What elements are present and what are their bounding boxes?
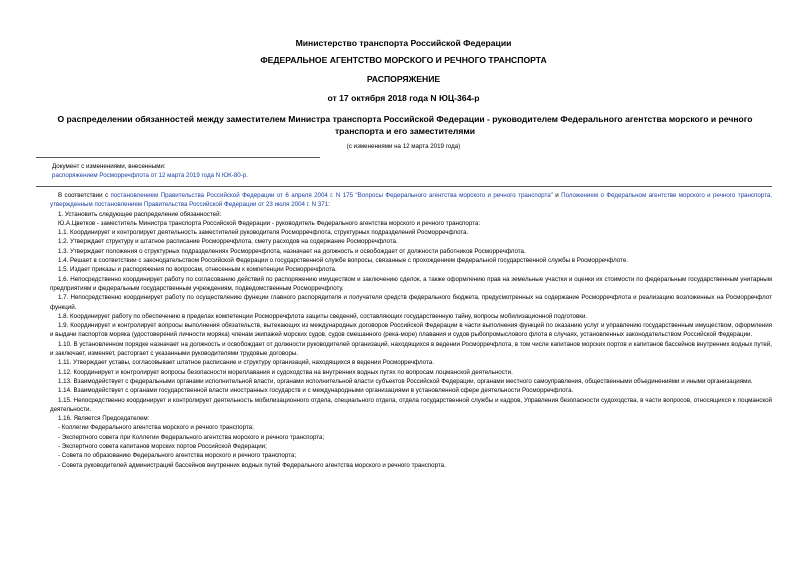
list-item: - Совета по образованию Федерального агентства морского и речного транспорта; — [58, 452, 297, 460]
document-date-number: от 17 октября 2018 года N ЮЦ-364-р — [327, 93, 480, 103]
list-item: - Экспертного совета капитанов морских портов Российской Федерации; — [58, 443, 267, 451]
paragraph: 1.16. Является Председателем: — [58, 415, 150, 423]
paragraph: 1.15. Непосредственно координирует и контролирует деятельность мобилизационного отдела, специального отдела, отдела государственной службы и кадров, Управления безопасности судоходства, в части вопросов, относящихся к лоцманской деятельности. — [50, 396, 772, 413]
paragraph: 1.5. Издает приказы и распоряжения по вопросам, отнесенным к компетенции Росморречфлота. — [58, 266, 337, 274]
intro-paragraph: В соответствии с постановлением Правительства Российской Федерации от 6 апреля 2004 г. N 175 "Вопросы Федерального агентства морского и речного транспорта" и Положением о Федеральном агентстве морского и речного транспорта, утвержденным постановлением Правительства Российской Федерации от 23 июля 2004 г. N 371: — [50, 192, 772, 209]
paragraph: 1.1. Координирует и контролирует деятельность заместителей руководителя Росморречфлота, структурных подразделений Росморречфлота. — [58, 229, 469, 237]
amendment-link[interactable]: распоряжением Росморречфлота от 12 марта 2019 года N ЮК-80-р. — [52, 172, 248, 179]
changes-caption: Документ с изменениями, внесенными: — [52, 163, 166, 170]
decree-175-link[interactable]: постановлением Правительства Российской Федерации от 6 апреля 2004 г. N 175 "Вопросы Федерального агентства морского и речного транспорта" — [110, 192, 553, 199]
list-item: - Совета руководителей администраций бассейнов внутренних водных путей Федерального агентства морского и речного транспорта. — [58, 461, 446, 469]
paragraph: 1.2. Утверждает структуру и штатное расписание Росморречфлота, смету расходов на содержание Росморречфлота. — [58, 238, 398, 246]
regulation-371-link[interactable]: Положением о Федеральном агентстве морского и речного транспорта, утвержденным постановлением Правительства Российской Федерации от 23 июля 2004 г. N 371 — [50, 192, 772, 209]
divider-short — [36, 157, 320, 158]
paragraph: 1.10. В установленном порядке назначает на должность и освобождает от должности руководителей организаций, находящихся в ведении Росморречфлота, в том числе капитанов морских портов и капитанов бассейнов внутренних водных путей, и заключает, изменяет, расторгает с указанными руководителями трудовые договоры. — [50, 340, 772, 358]
paragraph: 1.14. Взаимодействует с органами государственной власти иностранных государств и с международными организациями в установленной сфере деятельности Росморречфлота. — [58, 387, 574, 395]
document-body — [50, 191, 772, 470]
paragraph: 1.11. Утверждает уставы, согласовывает штатное расписание и структуру организаций, находящихся в ведении Росморречфлота. — [58, 359, 434, 367]
paragraph: 1.8. Координирует работу по обеспечению в пределах компетенции Росморречфлота защиты сведений, составляющих государственную тайну, вопросы мобилизационной подготовки. — [58, 312, 588, 320]
paragraph: 1. Установить следующее распределение обязанностей: — [58, 210, 222, 218]
paragraph: 1.13. Взаимодействует с федеральными органами исполнительной власти, органами исполнительной власти субъектов Российской Федерации, органами местного самоуправления, общественными объединениями и иными организациями. — [58, 377, 753, 385]
document-title: О распределении обязанностей между заместителем Министра транспорта Российской Федерации - руководителем Федерального агентства морского и речного транспорта и его заместителями — [57, 114, 753, 136]
changes-note: (с изменениями на 12 марта 2019 года) — [346, 143, 461, 150]
document-type: РАСПОРЯЖЕНИЕ — [366, 74, 441, 84]
paragraph: Ю.А.Цветков - заместитель Министра транспорта Российской Федерации - руководитель Федерального агентства морского и речного транспорта: — [58, 219, 481, 227]
paragraph: 1.12. Координирует и контролирует вопросы безопасности мореплавания и судоходства на внутренних водных путях по вопросам лоцманской деятельности. — [58, 368, 513, 376]
list-item: - Коллегии Федерального агентства морского и речного транспорта; — [58, 424, 254, 432]
divider-long — [36, 186, 772, 187]
paragraph: 1.3. Утверждает положения о структурных подразделениях Росморречфлота, назначает на должность и освобождает от должности работников Росморречфлота. — [58, 247, 526, 255]
paragraph: 1.7. Непосредственно координирует работу по осуществлению функции главного распорядителя и получателя средств федерального бюджета, предусмотренных на содержание Росморречфлота и реализацию возложенных на Росморречфлот функций. — [50, 294, 772, 311]
paragraph: 1.9. Координирует и контролирует вопросы выполнения обязательств, вытекающих из международных договоров Российской Федерации в части выполнения функций по оказанию услуг и управлению государственным имуществом, оформления и выдачи паспортов моряка (удостоверений личности моряка) членам экипажей морских судов, судов смешанного (река-море) плавания и судов рыбопромыслового флота в случаях, установленных законодательством Российской Федерации. — [50, 322, 772, 339]
agency-name: ФЕДЕРАЛЬНОЕ АГЕНТСТВО МОРСКОГО И РЕЧНОГО ТРАНСПОРТА — [260, 55, 547, 65]
document-changes-box — [52, 162, 248, 180]
list-item: - Экспертного совета при Коллегии Федерального агентства морского и речного транспорта; — [58, 433, 325, 441]
paragraph: 1.6. Непосредственно координирует работу по согласованию действий по распоряжению имуществом и заключению сделок, а также оформлению прав на земельные участки и оценки их стоимости по федеральным государственным унитарным предприятиям и федеральным государственным учреждениям, подведомственным Росморречфлоту. — [50, 275, 772, 292]
paragraph: 1.4. Решает в соответствии с законодательством Российской Федерации о государственной службе вопросы, связанные с прохождением федеральной государственной службы в Росморречфлоте. — [58, 257, 629, 265]
ministry-name: Министерство транспорта Российской Федерации — [295, 38, 512, 48]
